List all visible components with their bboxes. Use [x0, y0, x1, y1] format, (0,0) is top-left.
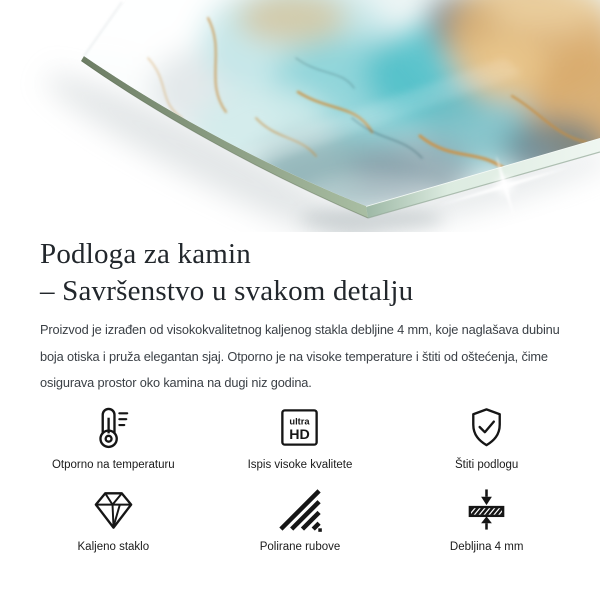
thermometer-icon: [90, 404, 137, 451]
feature-item-tempered-glass: [20, 486, 207, 553]
feature-label: Debljina 4 mm: [449, 540, 524, 553]
product-description: Proizvod je izrađen od visokokvalitetnog kaljenog stakla debljine 4 mm, koje naglašava dubinu boja otiska i pruža elegantan sjaj. Otporno je na visoke temperature i štiti od oštećenja, čime osigurava prostor oko kamina na dugi niz godina.: [40, 322, 560, 390]
feature-label: Štiti podlogu: [455, 458, 519, 471]
feature-item-thickness: [393, 486, 580, 553]
page-title: [40, 236, 560, 310]
polished-edges-icon: [276, 486, 323, 533]
thickness-icon: [463, 486, 510, 533]
feature-item-temperature: [20, 404, 207, 471]
title-line-1: Podloga za kamin: [40, 238, 251, 270]
svg-text:HD: HD: [289, 426, 311, 443]
feature-label: Kaljeno staklo: [77, 540, 150, 553]
title-line-2: – Savršenstvo u svakom detalju: [40, 275, 414, 307]
feature-label: Ispis visoke kvalitete: [247, 458, 353, 471]
ultra-hd-icon: [276, 404, 323, 451]
feature-item-print-quality: [207, 404, 394, 471]
product-photo: [0, 0, 600, 232]
shield-check-icon: [463, 404, 510, 451]
feature-item-protects: [393, 404, 580, 471]
feature-item-polished-edges: [207, 486, 394, 553]
svg-text:ultra: ultra: [289, 416, 311, 427]
diamond-icon: [90, 486, 137, 533]
hero-section: [0, 0, 600, 232]
feature-label: Polirane rubove: [259, 540, 341, 553]
features-grid: [0, 404, 600, 553]
feature-label: Otporno na temperaturu: [51, 458, 175, 471]
